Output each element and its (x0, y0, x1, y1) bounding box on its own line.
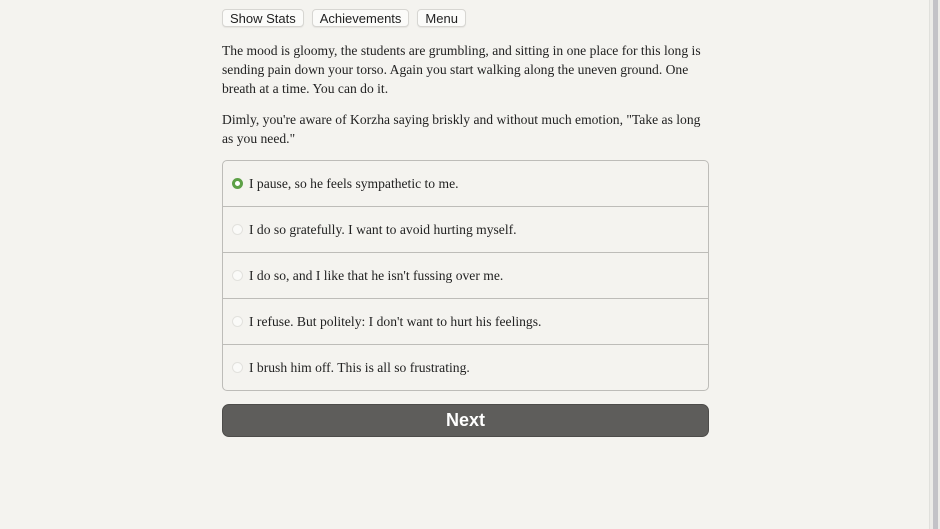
story-text (222, 41, 709, 148)
vertical-scrollbar[interactable] (929, 0, 940, 529)
radio-unchecked-icon[interactable] (232, 270, 243, 281)
story-paragraph: Dimly, you're aware of Korzha saying briskly and without much emotion, "Take as long as you need." (222, 112, 701, 146)
top-toolbar (222, 9, 709, 29)
choice-label: I refuse. But politely: I don't want to hurt his feelings. (249, 313, 542, 329)
radio-unchecked-icon[interactable] (232, 316, 243, 327)
choice-label: I brush him off. This is all so frustrating. (249, 359, 470, 375)
show-stats-button[interactable]: Show Stats (222, 9, 304, 27)
choice-option[interactable] (223, 207, 708, 253)
choice-label: I do so gratefully. I want to avoid hurting myself. (249, 221, 517, 237)
choice-label: I pause, so he feels sympathetic to me. (249, 175, 459, 191)
radio-unchecked-icon[interactable] (232, 362, 243, 373)
choice-option[interactable] (223, 253, 708, 299)
choice-option[interactable] (223, 299, 708, 345)
story-paragraph: The mood is gloomy, the students are grumbling, and sitting in one place for this long is sending pain down your torso. Again you start walking along the uneven ground. One breath at a time. You can do it. (222, 43, 701, 96)
scrollbar-thumb[interactable] (933, 0, 938, 529)
radio-checked-icon[interactable] (232, 178, 243, 189)
next-button[interactable]: Next (222, 404, 709, 437)
choice-option[interactable] (223, 345, 708, 390)
menu-button[interactable]: Menu (417, 9, 466, 27)
choice-list (222, 160, 709, 391)
radio-unchecked-icon[interactable] (232, 224, 243, 235)
game-page (222, 0, 709, 437)
achievements-button[interactable]: Achievements (312, 9, 410, 27)
choice-label: I do so, and I like that he isn't fussing over me. (249, 267, 504, 283)
choice-option[interactable] (223, 161, 708, 207)
